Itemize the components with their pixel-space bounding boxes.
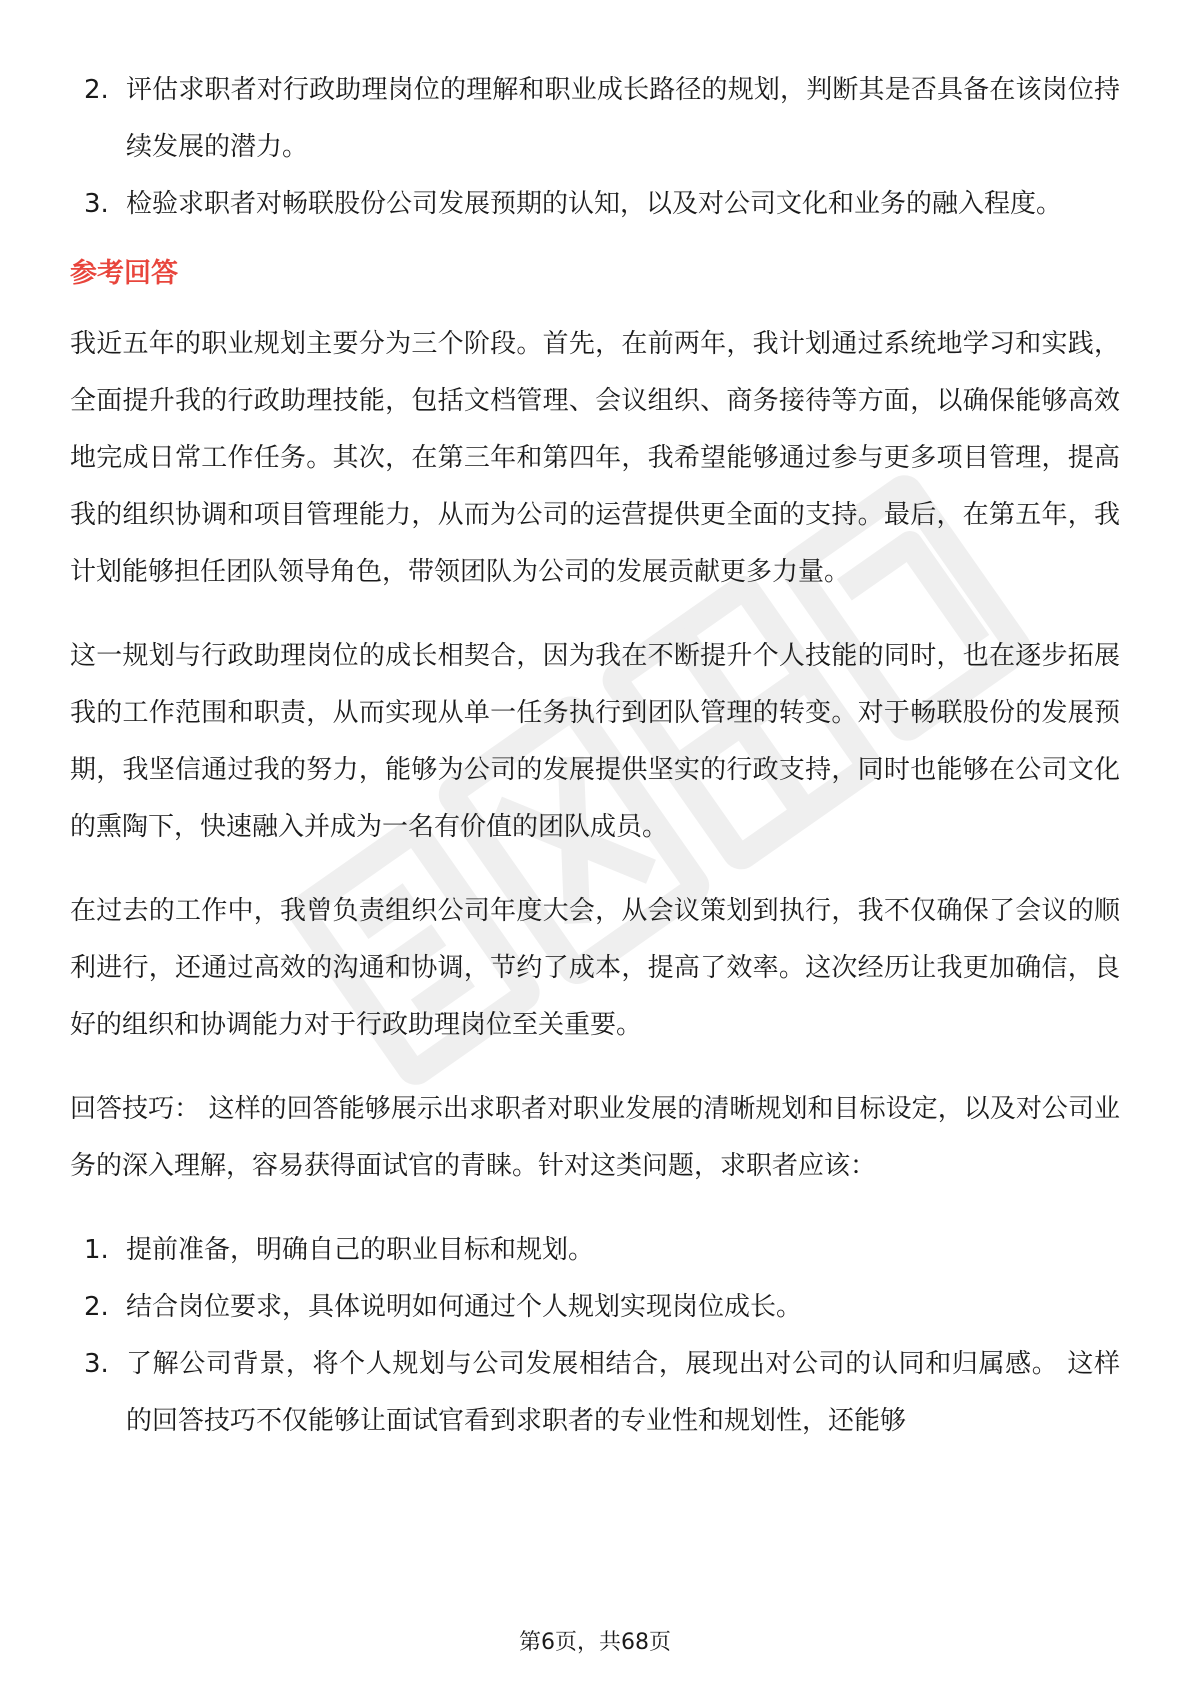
list-item xyxy=(70,62,1120,176)
list-item-text: 结合岗位要求，具体说明如何通过个人规划实现岗位成长。 xyxy=(126,1292,803,1322)
paragraph: 回答技巧： 这样的回答能够展示出求职者对职业发展的清晰规划和目标设定，以及对公司业务的深入理解，容易获得面试官的青睐。针对这类问题，求职者应该： xyxy=(70,1094,1120,1181)
list-item xyxy=(70,1279,1120,1336)
paragraph: 我近五年的职业规划主要分为三个阶段。首先，在前两年，我计划通过系统地学习和实践，全面提升我的行政助理技能，包括文档管理、会议组织、商务接待等方面，以确保能够高效地完成日常工作任务。其次，在第三年和第四年，我希望能够通过参与更多项目管理，提高我的组织协调和项目管理能力，从而为公司的运营提供更全面的支持。最后，在第五年，我计划能够担任团队领导角色，带领团队为公司的发展贡献更多力量。 xyxy=(70,329,1120,587)
list-number: 1. xyxy=(84,1235,109,1265)
list-item xyxy=(70,1222,1120,1279)
list-item-text: 提前准备，明确自己的职业目标和规划。 xyxy=(126,1235,595,1265)
list-number: 3. xyxy=(84,1349,109,1379)
document-body xyxy=(70,62,1120,1450)
numbered-list-top xyxy=(70,62,1120,233)
section-heading: 参考回答 xyxy=(70,258,178,289)
list-number: 3. xyxy=(84,189,109,219)
numbered-list-bottom xyxy=(70,1222,1120,1450)
paragraph: 这一规划与行政助理岗位的成长相契合，因为我在不断提升个人技能的同时，也在逐步拓展我的工作范围和职责，从而实现从单一任务执行到团队管理的转变。对于畅联股份的发展预期，我坚信通过我的努力，能够为公司的发展提供坚实的行政支持，同时也能够在公司文化的熏陶下，快速融入并成为一名有价值的团队成员。 xyxy=(70,641,1120,842)
list-item-text: 评估求职者对行政助理岗位的理解和职业成长路径的规划，判断其是否具备在该岗位持续发展的潜力。 xyxy=(126,75,1120,162)
list-item-text: 了解公司背景，将个人规划与公司发展相结合，展现出对公司的认同和归属感。 这样的回答技巧不仅能够让面试官看到求职者的专业性和规划性，还能够 xyxy=(126,1349,1120,1436)
list-item xyxy=(70,176,1120,233)
list-item-text: 检验求职者对畅联股份公司发展预期的认知，以及对公司文化和业务的融入程度。 xyxy=(126,189,1063,219)
list-number: 2. xyxy=(84,1292,109,1322)
list-item xyxy=(70,1336,1120,1450)
page-footer: 第6页，共68页 xyxy=(519,1630,671,1655)
list-number: 2. xyxy=(84,75,109,105)
paragraph: 在过去的工作中，我曾负责组织公司年度大会，从会议策划到执行，我不仅确保了会议的顺利进行，还通过高效的沟通和协调，节约了成本，提高了效率。这次经历让我更加确信，良好的组织和协调能力对于行政助理岗位至关重要。 xyxy=(70,896,1120,1040)
